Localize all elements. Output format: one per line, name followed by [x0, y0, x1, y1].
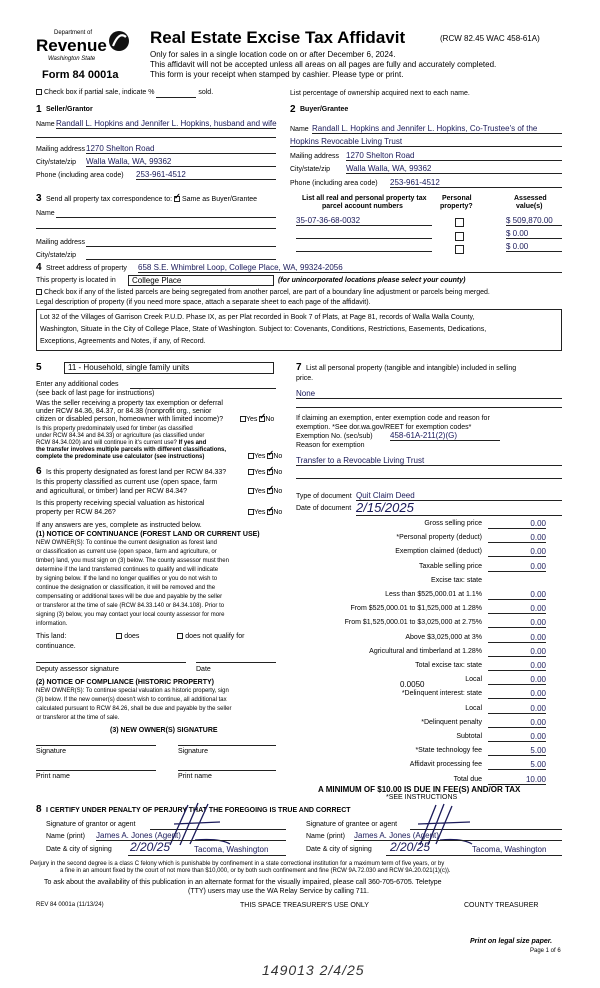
forest-no-checkbox[interactable] — [267, 469, 273, 475]
revenue-logo — [36, 28, 132, 68]
notice-line: determine if the land transferred continues to qualify and will indicate — [36, 567, 219, 573]
seller-name-field[interactable]: Randall L. Hopkins and Jennifer L. Hopkins, husband and wife — [56, 119, 277, 128]
seller-name-line2 — [36, 137, 276, 138]
tax-row-value[interactable]: 0.00 — [488, 590, 546, 600]
deputy-sig-line — [36, 662, 186, 663]
tax-row-label: Above $3,025,000 at 3% — [405, 633, 482, 641]
tax-row-label: Total excise tax: state — [415, 662, 482, 669]
buyer-phone-field[interactable]: 253-961-4512 — [390, 178, 562, 188]
section3-number: 3 — [36, 193, 42, 204]
assessed-value-1[interactable]: $ 509,870.00 — [506, 216, 562, 226]
seller-name-label: Name — [36, 121, 55, 128]
partial-sale-percent-field[interactable] — [156, 89, 196, 98]
certify-statement: I CERTIFY UNDER PENALTY OF PERJURY THAT THE FOREGOING IS TRUE AND CORRECT — [46, 807, 351, 814]
signature-label-1: Signature — [36, 748, 66, 755]
section5-number: 5 — [36, 362, 42, 373]
parcel-col-header1: List all real and personal property tax — [302, 195, 427, 202]
no-label: No — [273, 488, 283, 495]
tax-row-label: From $525,000.01 to $1,525,000 at 1.28% — [350, 605, 482, 613]
buyer-heading: Buyer/Grantee — [300, 106, 349, 113]
reason-label: Reason for exemption — [296, 442, 365, 449]
doc-date-label: Date of document — [296, 505, 352, 512]
does-not-label: does not qualify for — [185, 633, 245, 640]
notice2-title: (2) NOTICE OF COMPLIANCE (HISTORIC PROPERTY) — [36, 679, 214, 686]
tax-row-label: *Personal property (deduct) — [396, 534, 482, 542]
seller-city-label: City/state/zip — [36, 159, 77, 166]
same-as-buyer-label: Same as Buyer/Grantee — [181, 196, 258, 203]
notice-line: or transferor at the time of sale (RCW 84.33.140 or 84.34.108). Prior to — [36, 603, 225, 609]
subtitle-line1: Only for sales in a single location code on or after December 6, 2024. — [150, 50, 396, 59]
timber-q-line5: complete the predominate use calculator (see instructions) — [36, 454, 205, 460]
segregated-row — [36, 289, 490, 297]
assessed-value-3[interactable]: $ 0.00 — [506, 242, 562, 252]
section3-city-label: City/state/zip — [36, 252, 77, 259]
section3-label: Send all property tax correspondence to: — [46, 196, 173, 203]
assessed-col-header2: value(s) — [516, 203, 543, 210]
personal-checkbox-3[interactable] — [455, 241, 464, 259]
grantee-date-line — [386, 855, 562, 856]
grantee-print-field[interactable]: James A. Jones (Agent) — [354, 831, 562, 841]
tax-row-value[interactable]: 0.00 — [488, 718, 546, 728]
county-treasurer: COUNTY TREASURER — [464, 902, 539, 909]
tax-row-value[interactable]: 0.00 — [488, 547, 546, 557]
this-land-label: This land: — [36, 633, 67, 640]
yes-label: Yes — [254, 469, 266, 476]
tax-row-label: Less than $525,000.01 at 1.1% — [385, 591, 482, 598]
claim-exemption-line2: exemption. *See dor.wa.gov/REET for exemption codes* — [296, 424, 472, 431]
personal-property-line2 — [296, 407, 562, 408]
personal-property-label2: price. — [296, 375, 314, 382]
yes-label: Yes — [254, 509, 266, 516]
does-checkbox[interactable] — [116, 633, 122, 639]
subtitle-line2: This affidavit will not be accepted unless all areas on all pages are fully and accurately completed. — [150, 60, 497, 69]
grantor-date-line — [128, 855, 286, 856]
tax-row-value[interactable]: 0.00 — [488, 618, 546, 628]
form-title: Real Estate Excise Tax Affidavit — [150, 28, 406, 47]
partial-sale-label: Check box if partial sale, indicate % — [43, 89, 155, 96]
tax-row-value[interactable]: 0.00 — [488, 604, 546, 614]
reason-line2 — [296, 478, 562, 479]
buyer-mail-field[interactable]: 1270 Shelton Road — [346, 151, 562, 161]
notice-line: NEW OWNER(S): To continue the current designation as forest land — [36, 540, 217, 546]
tax-row-value[interactable]: 5.00 — [488, 760, 546, 770]
legal-description-box[interactable] — [36, 309, 562, 351]
notice-line: timber) land, you must sign on (3) below. The county assessor must then — [36, 558, 229, 564]
notice-line: or classification as current use (open space, farm and agriculture, or — [36, 549, 217, 555]
seller-mail-label: Mailing address — [36, 146, 86, 153]
subtitle-line3: This form is your receipt when stamped by cashier. Please type or print. — [150, 70, 404, 79]
deputy-label: Deputy assessor signature — [36, 666, 119, 673]
owner-print-line1 — [36, 770, 156, 771]
exemption-no-checkbox[interactable] — [259, 416, 265, 422]
grantor-sig-label: Signature of grantor or agent — [46, 821, 136, 828]
claim-exemption-line1: If claiming an exemption, enter exemption code and reason for — [296, 415, 490, 422]
tax-row-value[interactable]: 0.00 — [488, 689, 546, 699]
grantor-print-label: Name (print) — [46, 833, 85, 840]
tax-row-label: *Delinquent penalty — [421, 718, 482, 726]
exemption-q-line3: citizen or disabled person, homeowner with limited income)? — [36, 416, 224, 423]
owner-sig-line2 — [178, 745, 276, 746]
grantee-city-field[interactable]: Tacoma, Washington — [472, 845, 547, 854]
section3-name-field[interactable] — [56, 208, 276, 218]
owner-print-line2 — [178, 770, 276, 771]
rev-number: REV 84 0001a (11/13/24) — [36, 902, 104, 908]
notice-line: signing (3) below, you may contact your local county assessor for more — [36, 612, 225, 618]
exemption-q-answer — [240, 416, 274, 424]
print-name-label-2: Print name — [178, 773, 212, 780]
alt-format-line1: To ask about the availability of this publication in an alternate format for the visually impaired, please call 360-705-6705. Teletype — [44, 879, 442, 886]
tax-row-label: Agricultural and timberland at 1.28% — [369, 647, 482, 655]
buyer-phone-label: Phone (including area code) — [290, 180, 378, 187]
tax-row-label: Total due — [453, 775, 482, 783]
parcel-number-1[interactable]: 35-07-36-68-0032 — [296, 216, 432, 226]
tax-row-label: Local — [465, 676, 482, 684]
current-use-q-line1: Is this property classified as current use (open space, farm — [36, 479, 218, 486]
grantee-sig-label: Signature of grantee or agent — [306, 821, 398, 828]
land-use-code-select[interactable]: 11 - Household, single family units — [64, 362, 274, 374]
timber-q-line3 — [36, 440, 206, 447]
historic-q-answer — [248, 509, 282, 517]
buyer-name-field[interactable]: Randall L. Hopkins and Jennifer L. Hopkins, Co-Trustee's of the — [312, 124, 562, 134]
segregated-label: Check box if any of the listed parcels are being segregated from another parcel, are part of a boundary line adjustment or parcels being merged. — [43, 289, 490, 296]
grantee-print-label: Name (print) — [306, 833, 345, 840]
minimum-due-note: A MINIMUM OF $10.00 IS DUE IN FEE(S) AND/OR TAX — [318, 785, 521, 794]
buyer-name-field-line2[interactable]: Hopkins Revocable Living Trust — [290, 137, 562, 147]
personal-col-header2: property? — [440, 203, 473, 210]
tax-row-label: Subtotal — [456, 733, 482, 740]
exemption-number-label: Exemption No. (sec/sub) — [296, 433, 373, 440]
owner-sig-line1 — [36, 745, 156, 746]
yes-label: Yes — [254, 488, 266, 495]
section4-number: 4 — [36, 262, 42, 273]
personal-property-label1: List all personal property (tangible and intangible) included in selling — [306, 365, 517, 372]
tax-row-label: Affidavit processing fee — [409, 761, 482, 769]
tax-row-label: Excise tax: state — [431, 576, 482, 584]
grantor-date-label: Date & city of signing — [46, 846, 112, 853]
tax-row-value[interactable]: 0.00 — [488, 661, 546, 671]
same-as-buyer-checkbox[interactable] — [174, 196, 180, 202]
assessed-col-header1: Assessed — [514, 195, 547, 202]
current-use-q-line2: and agricultural, or timber) land per RCW 84.34? — [36, 488, 187, 495]
dept-state: Washington State — [48, 56, 96, 62]
sold-label: sold. — [198, 89, 214, 96]
new-owner-sig-title: (3) NEW OWNER(S) SIGNATURE — [110, 727, 218, 734]
tax-row-value[interactable]: 0.00 — [488, 562, 546, 572]
seller-city-field[interactable]: Walla Walla, WA, 99362 — [86, 157, 276, 167]
notice1-title: (1) NOTICE OF CONTINUANCE (FOREST LAND OR CURRENT USE) — [36, 531, 260, 538]
revenue-emblem-icon — [108, 28, 130, 54]
additional-codes-field[interactable] — [130, 379, 276, 389]
seller-mail-field[interactable]: 1270 Shelton Road — [86, 144, 276, 154]
street-address-field[interactable]: 658 S.E. Whimbrel Loop, College Place, WA, 99324-2056 — [138, 263, 562, 273]
partial-sale-row — [36, 89, 213, 98]
tax-row-value[interactable]: 5.00 — [488, 746, 546, 756]
does-label: does — [124, 633, 140, 640]
section3-mail-label: Mailing address — [36, 239, 86, 246]
legal-line1: Lot 32 of the Villages of Garrison Creek P.U.D. Phase IX, as per Plat recorded in Book 7 of Plats, at Page 81, records of Walla Walla County, — [40, 314, 475, 321]
this-land-row — [36, 633, 244, 641]
tax-row-value[interactable]: 0.00 — [488, 519, 546, 529]
handwritten-annotation: 149013 2/4/25 — [262, 962, 365, 978]
see-back-note: (see back of last page for instructions) — [36, 390, 155, 397]
section3-row — [46, 196, 257, 204]
deputy-date-line — [196, 662, 276, 663]
timber-q-bold: If yes and — [178, 440, 207, 446]
partial-sale-checkbox[interactable] — [36, 89, 42, 95]
tax-row-value[interactable]: 0.00 — [488, 647, 546, 657]
grantor-print-field[interactable]: James A. Jones (Agent) — [96, 831, 286, 841]
timber-q-answer — [248, 453, 282, 461]
doc-type-label: Type of document — [296, 493, 352, 500]
print-name-label-1: Print name — [36, 773, 70, 780]
tax-row-label: Taxable selling price — [418, 562, 482, 570]
tax-row-value[interactable]: 0.00 — [488, 675, 546, 685]
seller-phone-label: Phone (including area code) — [36, 172, 124, 179]
timber-q-text: RCW 84.34.020) and will continue in it's current use? — [36, 440, 177, 446]
assessed-value-2[interactable]: $ 0.00 — [506, 229, 562, 239]
legal-desc-label: Legal description of property (if you need more space, attach a separate sheet to each page of the affidavit). — [36, 299, 371, 306]
section6-number: 6 — [36, 466, 42, 477]
timber-q-line2: under RCW 84.34 and 84.33) or agriculture (as classified under — [36, 433, 205, 439]
no-label: No — [265, 416, 275, 423]
current-use-no-checkbox[interactable] — [267, 488, 273, 494]
forest-q: Is this property designated as forest land per RCW 84.33? — [46, 469, 227, 476]
tax-row-value[interactable]: 0.00 — [488, 633, 546, 643]
buyer-mail-label: Mailing address — [290, 153, 340, 160]
perjury-line2: a fine in an amount fixed by the court of not more than $10,000, or by both such confinement and fine (RCW 9A.72.030 and RCW 9A.20.021(1)(c)). — [60, 868, 451, 874]
no-label: No — [273, 469, 283, 476]
buyer-number: 2 — [290, 104, 296, 115]
current-use-q-answer — [248, 488, 282, 496]
treasurer-use-only: THIS SPACE TREASURER'S USE ONLY — [240, 902, 369, 909]
local-rate: 0.0050 — [400, 680, 425, 689]
no-label: No — [273, 453, 283, 460]
tax-row-label: From $1,525,000.01 to $3,025,000 at 2.75% — [344, 619, 482, 627]
reason-field[interactable]: Transfer to a Revocable Living Trust — [296, 456, 562, 466]
additional-codes-label: Enter any additional codes — [36, 381, 119, 388]
segregated-checkbox[interactable] — [36, 289, 42, 295]
historic-q-line1: Is this property receiving special valuation as historical — [36, 500, 205, 507]
exemption-number-field[interactable]: 458-61A-211(2)(G) — [390, 431, 500, 441]
parcel-number-3[interactable] — [296, 242, 432, 252]
notice-line: by signing below. If the land no longer qualifies or you do not wish to — [36, 576, 218, 582]
dept-line1: Department of — [54, 30, 93, 36]
rcw-reference: (RCW 82.45 WAC 458-61A) — [440, 34, 540, 43]
no-label: No — [273, 509, 283, 516]
notice-line: calculated pursuant to RCW 84.26, shall be due and payable by the seller — [36, 706, 232, 712]
see-instructions-note: *SEE INSTRUCTIONS — [386, 794, 458, 801]
notice-line: (3) below. If the new owner(s) doesn't wish to continue, all additional tax — [36, 697, 227, 703]
legal-line3: Exceptions, Agreements and Notes, if any, of Record. — [40, 338, 206, 345]
tax-row-label: *State technology fee — [415, 747, 482, 755]
street-label: Street address of property — [46, 265, 127, 272]
tax-row-value[interactable]: 0.00 — [488, 732, 546, 742]
tax-row-label: Gross selling price — [424, 520, 482, 527]
grantee-date-label: Date & city of signing — [306, 846, 372, 853]
continuance-label: continuance. — [36, 643, 76, 650]
notice-line: NEW OWNER(S): To continue special valuation as historic property, sign — [36, 688, 229, 694]
yes-label: Yes — [254, 453, 266, 460]
personal-col-header1: Personal — [442, 195, 472, 202]
tax-row-label: Exemption claimed (deduct) — [395, 548, 482, 556]
section8-number: 8 — [36, 804, 42, 815]
exemption-q-line2: under RCW 84.36, 84.37, or 84.38 (nonprofit org., senior — [36, 408, 212, 415]
does-not-checkbox[interactable] — [177, 633, 183, 639]
parcel-number-2[interactable] — [296, 229, 432, 239]
yes-label: Yes — [246, 416, 258, 423]
seller-heading: Seller/Grantor — [46, 106, 93, 113]
exemption-q-line1: Was the seller receiving a property tax exemption or deferral — [36, 400, 223, 407]
historic-q-line2: property per RCW 84.26? — [36, 509, 116, 516]
notice-line: continue the designation or classification, it will be removed and the — [36, 585, 216, 591]
section7-number: 7 — [296, 362, 302, 373]
tax-row-label: *Delinquent interest: state — [401, 690, 482, 698]
form-number: Form 84 0001a — [42, 69, 119, 81]
section3-name-label: Name — [36, 210, 55, 217]
signature-label-2: Signature — [178, 748, 208, 755]
notice-line: information. — [36, 621, 68, 627]
timber-q-line1: Is this property predominately used for timber (as classified — [36, 426, 193, 432]
forest-q-answer — [248, 469, 282, 477]
grantor-date-field[interactable]: 2/20/25 — [130, 840, 171, 854]
timber-q-line4: the transfer involves multiple parcels with different classifications, — [36, 447, 227, 453]
buyer-city-label: City/state/zip — [290, 166, 331, 173]
if-any-note: If any answers are yes, complete as instructed below. — [36, 522, 202, 529]
notice-line: or transferor at the time of sale. — [36, 715, 120, 721]
grantee-date-field[interactable]: 2/20/25 — [390, 840, 431, 854]
tax-row-label: Local — [465, 704, 482, 712]
buyer-city-field[interactable]: Walla Walla, WA, 99362 — [346, 164, 562, 174]
seller-phone-field[interactable]: 253-961-4512 — [136, 170, 276, 180]
perjury-line1: Perjury in the second degree is a class C felony which is punishable by confinement in a state correctional institution for a maximum term of five years, or by — [30, 861, 445, 867]
unincorporated-note: (for unincorporated locations please select your county) — [278, 277, 466, 284]
doc-type-field[interactable]: Quit Claim Deed — [356, 491, 562, 501]
grantor-city-field[interactable]: Tacoma, Washington — [194, 845, 269, 854]
alt-format-line2: (TTY) users may use the WA Relay Service by calling 711. — [188, 888, 369, 895]
print-legal-note: Print on legal size paper. — [470, 938, 553, 945]
legal-line2: Washington, Situate in the City of College Place, State of Washington. Subject to: Covenants, Conditions, Restrictions, Easements, Dedications, — [40, 326, 487, 333]
seller-number: 1 — [36, 104, 42, 115]
tax-row-value[interactable]: 0.00 — [488, 704, 546, 714]
section3-mail-field[interactable] — [86, 237, 276, 247]
location-select[interactable]: College Place — [128, 275, 274, 286]
notice-line: compensating or additional taxes will be due and payable by the seller — [36, 594, 223, 600]
historic-no-checkbox[interactable] — [267, 509, 273, 515]
dept-name: Revenue — [36, 36, 107, 55]
percentage-note: List percentage of ownership acquired next to each name. — [290, 90, 470, 97]
doc-date-field[interactable]: 2/15/2025 — [356, 500, 562, 516]
deputy-date-label: Date — [196, 666, 211, 673]
located-label: This property is located in — [36, 277, 116, 284]
personal-property-field[interactable]: None — [296, 389, 562, 399]
timber-no-checkbox[interactable] — [267, 453, 273, 459]
section3-city-field[interactable] — [86, 250, 276, 260]
parcel-col-header2: parcel account numbers — [322, 203, 403, 210]
tax-row-value[interactable]: 10.00 — [488, 775, 546, 785]
tax-row-value[interactable]: 0.00 — [488, 533, 546, 543]
section3-name-line2 — [36, 228, 276, 229]
buyer-name-label: Name — [290, 126, 309, 133]
page-number: Page 1 of 6 — [530, 948, 561, 954]
